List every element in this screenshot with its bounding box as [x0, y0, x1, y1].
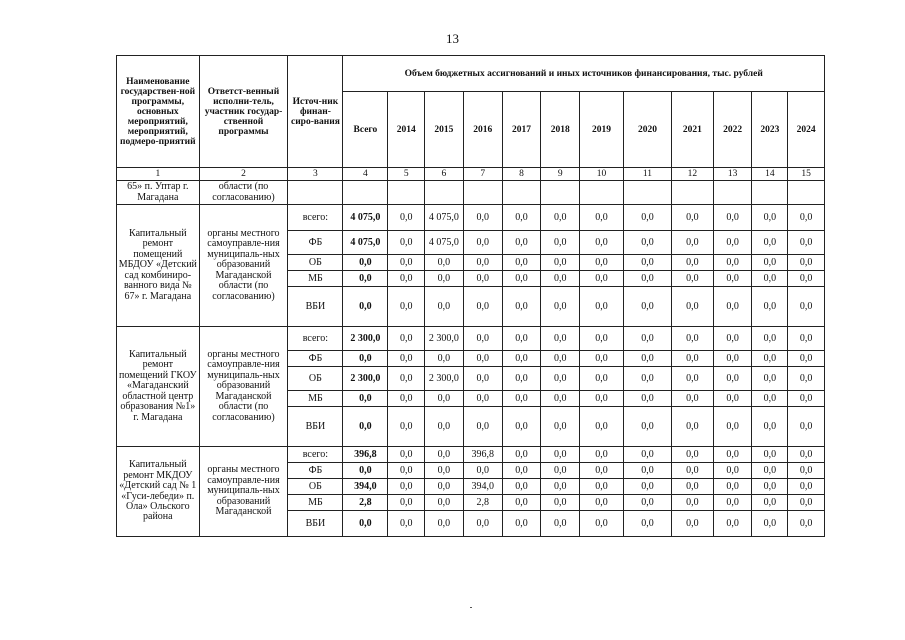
year-value-2022: 0,0 — [713, 327, 752, 351]
total-value: 0,0 — [343, 391, 388, 407]
year-value-2014: 0,0 — [388, 495, 425, 511]
year-value-2016: 2,8 — [463, 495, 502, 511]
year-value-2015: 0,0 — [425, 391, 464, 407]
year-value-2018: 0,0 — [541, 367, 580, 391]
column-number: 9 — [541, 168, 580, 181]
year-value-2019: 0,0 — [580, 391, 624, 407]
year-value-2023: 0,0 — [752, 271, 788, 287]
year-value-2021: 0,0 — [671, 391, 713, 407]
year-value-2018: 0,0 — [541, 407, 580, 447]
year-value-2017: 0,0 — [502, 287, 541, 327]
year-value-2014: 0,0 — [388, 391, 425, 407]
year-value-2021: 0,0 — [671, 447, 713, 463]
year-value-2017: 0,0 — [502, 231, 541, 255]
year-value-2016: 0,0 — [463, 255, 502, 271]
year-value-2018: 0,0 — [541, 271, 580, 287]
funding-source: ФБ — [288, 463, 343, 479]
year-value-2019: 0,0 — [580, 463, 624, 479]
year-value-2016: 0,0 — [463, 351, 502, 367]
year-value-2020: 0,0 — [623, 367, 671, 391]
year-value-2018: 0,0 — [541, 327, 580, 351]
funding-source: ОБ — [288, 479, 343, 495]
year-value-2015: 4 075,0 — [425, 205, 464, 231]
year-value-2021: 0,0 — [671, 255, 713, 271]
year-value-2017: 0,0 — [502, 351, 541, 367]
year-value-2015: 0,0 — [425, 351, 464, 367]
year-value-2023: 0,0 — [752, 511, 788, 537]
year-value-2021: 0,0 — [671, 463, 713, 479]
year-value-2016: 394,0 — [463, 479, 502, 495]
column-number: 2 — [199, 168, 288, 181]
year-value-2021: 0,0 — [671, 271, 713, 287]
year-value-2022: 0,0 — [713, 205, 752, 231]
year-value-2023: 0,0 — [752, 327, 788, 351]
year-value-2020: 0,0 — [623, 327, 671, 351]
column-number: 10 — [580, 168, 624, 181]
year-value-2020: 0,0 — [623, 351, 671, 367]
total-value: 4 075,0 — [343, 231, 388, 255]
year-value-2020: 0,0 — [623, 447, 671, 463]
year-value-2019: 0,0 — [580, 351, 624, 367]
year-value-2018: 0,0 — [541, 447, 580, 463]
header-year-2020: 2020 — [623, 92, 671, 168]
year-value-2022: 0,0 — [713, 231, 752, 255]
year-value-2014: 0,0 — [388, 351, 425, 367]
total-value: 4 075,0 — [343, 205, 388, 231]
column-number: 7 — [463, 168, 502, 181]
year-value-2024: 0,0 — [788, 463, 825, 479]
header-year-2017: 2017 — [502, 92, 541, 168]
year-value-2023: 0,0 — [752, 407, 788, 447]
year-value-2021: 0,0 — [671, 495, 713, 511]
year-value-2019: 0,0 — [580, 327, 624, 351]
funding-source: ОБ — [288, 255, 343, 271]
column-number: 14 — [752, 168, 788, 181]
funding-source: ВБИ — [288, 407, 343, 447]
year-value-2021: 0,0 — [671, 351, 713, 367]
year-value-2016: 396,8 — [463, 447, 502, 463]
year-value-2020: 0,0 — [623, 495, 671, 511]
year-value-2024: 0,0 — [788, 391, 825, 407]
year-value-2014: 0,0 — [388, 367, 425, 391]
year-value-2018: 0,0 — [541, 479, 580, 495]
total-value: 2 300,0 — [343, 367, 388, 391]
column-number: 11 — [623, 168, 671, 181]
year-value-2014: 0,0 — [388, 255, 425, 271]
page-number: 13 — [446, 31, 459, 46]
year-value-2016: 0,0 — [463, 231, 502, 255]
year-value-2024: 0,0 — [788, 447, 825, 463]
year-value-2014: 0,0 — [388, 511, 425, 537]
total-value: 0,0 — [343, 407, 388, 447]
year-value-2020: 0,0 — [623, 231, 671, 255]
year-value-2017: 0,0 — [502, 367, 541, 391]
year-value-2015: 0,0 — [425, 447, 464, 463]
year-value-2022: 0,0 — [713, 463, 752, 479]
year-value-2024: 0,0 — [788, 367, 825, 391]
year-value-2024: 0,0 — [788, 255, 825, 271]
year-value-2014: 0,0 — [388, 327, 425, 351]
year-value-2024: 0,0 — [788, 511, 825, 537]
year-value-2022: 0,0 — [713, 391, 752, 407]
year-value-2014: 0,0 — [388, 479, 425, 495]
year-value-2015: 0,0 — [425, 287, 464, 327]
responsible-party: органы местного самоуправле-ния муниципаль-ных образований Магаданской — [199, 447, 288, 537]
year-value-2019: 0,0 — [580, 231, 624, 255]
year-value-2023: 0,0 — [752, 447, 788, 463]
column-number: 15 — [788, 168, 825, 181]
year-value-2014: 0,0 — [388, 287, 425, 327]
funding-source: всего: — [288, 205, 343, 231]
budget-table — [116, 55, 825, 537]
continuation-responsible: области (по согласованию) — [199, 181, 288, 205]
total-value: 0,0 — [343, 511, 388, 537]
year-value-2023: 0,0 — [752, 287, 788, 327]
funding-source: МБ — [288, 495, 343, 511]
year-value-2018: 0,0 — [541, 351, 580, 367]
year-value-2021: 0,0 — [671, 231, 713, 255]
column-number: 3 — [288, 168, 343, 181]
year-value-2022: 0,0 — [713, 271, 752, 287]
table-row — [117, 447, 825, 463]
year-value-2024: 0,0 — [788, 231, 825, 255]
year-value-2017: 0,0 — [502, 511, 541, 537]
year-value-2016: 0,0 — [463, 391, 502, 407]
header-year-2014: 2014 — [388, 92, 425, 168]
funding-source: ФБ — [288, 231, 343, 255]
year-value-2024: 0,0 — [788, 495, 825, 511]
year-value-2019: 0,0 — [580, 271, 624, 287]
year-value-2015: 0,0 — [425, 511, 464, 537]
funding-source: ВБИ — [288, 287, 343, 327]
header-funding-source: Источ-ник финан-сиро-вания — [288, 56, 343, 168]
year-value-2015: 0,0 — [425, 271, 464, 287]
year-value-2023: 0,0 — [752, 495, 788, 511]
year-value-2015: 0,0 — [425, 255, 464, 271]
header-year-2019: 2019 — [580, 92, 624, 168]
year-value-2021: 0,0 — [671, 511, 713, 537]
year-value-2016: 0,0 — [463, 463, 502, 479]
total-value: 2 300,0 — [343, 327, 388, 351]
total-value: 0,0 — [343, 287, 388, 327]
year-value-2015: 0,0 — [425, 407, 464, 447]
funding-source: всего: — [288, 327, 343, 351]
header-year-2023: 2023 — [752, 92, 788, 168]
year-value-2017: 0,0 — [502, 407, 541, 447]
year-value-2020: 0,0 — [623, 479, 671, 495]
column-number: 5 — [388, 168, 425, 181]
header-responsible: Ответст-венный исполни-тель, участник государ-ственной программы — [199, 56, 288, 168]
header-year-2024: 2024 — [788, 92, 825, 168]
year-value-2022: 0,0 — [713, 367, 752, 391]
total-value: 0,0 — [343, 463, 388, 479]
table-row — [117, 205, 825, 231]
year-value-2023: 0,0 — [752, 479, 788, 495]
year-value-2023: 0,0 — [752, 391, 788, 407]
year-value-2014: 0,0 — [388, 407, 425, 447]
year-value-2024: 0,0 — [788, 287, 825, 327]
scan-mark — [470, 607, 472, 608]
year-value-2016: 0,0 — [463, 327, 502, 351]
year-value-2019: 0,0 — [580, 407, 624, 447]
year-value-2018: 0,0 — [541, 511, 580, 537]
year-value-2015: 0,0 — [425, 495, 464, 511]
year-value-2018: 0,0 — [541, 231, 580, 255]
header-year-2015: 2015 — [425, 92, 464, 168]
year-value-2024: 0,0 — [788, 351, 825, 367]
year-value-2019: 0,0 — [580, 479, 624, 495]
year-value-2016: 0,0 — [463, 287, 502, 327]
year-value-2014: 0,0 — [388, 231, 425, 255]
year-value-2016: 0,0 — [463, 407, 502, 447]
year-value-2017: 0,0 — [502, 495, 541, 511]
activity-name: Капитальный ремонт помещений ГКОУ «Магаданский областной центр образования №1» г. Магадана — [117, 327, 200, 447]
year-value-2020: 0,0 — [623, 463, 671, 479]
header-total: Всего — [343, 92, 388, 168]
year-value-2024: 0,0 — [788, 271, 825, 287]
year-value-2021: 0,0 — [671, 287, 713, 327]
year-value-2022: 0,0 — [713, 495, 752, 511]
year-value-2024: 0,0 — [788, 407, 825, 447]
funding-source: МБ — [288, 391, 343, 407]
activity-name: Капитальный ремонт МКДОУ «Детский сад № 1 «Гуси-лебеди» п. Ола» Ольского района — [117, 447, 200, 537]
year-value-2020: 0,0 — [623, 391, 671, 407]
header-year-2016: 2016 — [463, 92, 502, 168]
year-value-2019: 0,0 — [580, 511, 624, 537]
year-value-2022: 0,0 — [713, 287, 752, 327]
year-value-2015: 2 300,0 — [425, 367, 464, 391]
year-value-2018: 0,0 — [541, 255, 580, 271]
funding-source: МБ — [288, 271, 343, 287]
year-value-2019: 0,0 — [580, 367, 624, 391]
year-value-2017: 0,0 — [502, 205, 541, 231]
year-value-2018: 0,0 — [541, 205, 580, 231]
table-row — [117, 327, 825, 351]
column-number: 1 — [117, 168, 200, 181]
year-value-2021: 0,0 — [671, 205, 713, 231]
year-value-2023: 0,0 — [752, 255, 788, 271]
year-value-2023: 0,0 — [752, 463, 788, 479]
column-number: 8 — [502, 168, 541, 181]
funding-source: ФБ — [288, 351, 343, 367]
header-program-name: Наименование государствен-ной программы, основных мероприятий, мероприятий, подмеро-приятий — [117, 56, 200, 168]
year-value-2020: 0,0 — [623, 407, 671, 447]
header-budget-volume: Объем бюджетных ассигнований и иных источников финансирования, тыс. рублей — [343, 56, 825, 92]
total-value: 0,0 — [343, 255, 388, 271]
year-value-2023: 0,0 — [752, 231, 788, 255]
year-value-2017: 0,0 — [502, 391, 541, 407]
year-value-2014: 0,0 — [388, 271, 425, 287]
year-value-2016: 0,0 — [463, 511, 502, 537]
year-value-2022: 0,0 — [713, 447, 752, 463]
year-value-2020: 0,0 — [623, 511, 671, 537]
year-value-2015: 0,0 — [425, 479, 464, 495]
year-value-2022: 0,0 — [713, 479, 752, 495]
year-value-2016: 0,0 — [463, 205, 502, 231]
total-value: 2,8 — [343, 495, 388, 511]
year-value-2017: 0,0 — [502, 327, 541, 351]
column-number: 6 — [425, 168, 464, 181]
year-value-2019: 0,0 — [580, 205, 624, 231]
total-value: 394,0 — [343, 479, 388, 495]
year-value-2020: 0,0 — [623, 287, 671, 327]
year-value-2014: 0,0 — [388, 447, 425, 463]
year-value-2022: 0,0 — [713, 407, 752, 447]
year-value-2021: 0,0 — [671, 367, 713, 391]
year-value-2023: 0,0 — [752, 367, 788, 391]
year-value-2020: 0,0 — [623, 255, 671, 271]
year-value-2023: 0,0 — [752, 351, 788, 367]
year-value-2014: 0,0 — [388, 205, 425, 231]
activity-name: Капитальный ремонт помещений МБДОУ «Детский сад комбиниро-ванного вида № 67» г. Магадана — [117, 205, 200, 327]
year-value-2018: 0,0 — [541, 287, 580, 327]
year-value-2018: 0,0 — [541, 495, 580, 511]
column-number: 4 — [343, 168, 388, 181]
year-value-2017: 0,0 — [502, 255, 541, 271]
year-value-2023: 0,0 — [752, 205, 788, 231]
responsible-party: органы местного самоуправле-ния муниципаль-ных образований Магаданской области (по согласованию) — [199, 327, 288, 447]
year-value-2022: 0,0 — [713, 255, 752, 271]
year-value-2021: 0,0 — [671, 327, 713, 351]
year-value-2015: 4 075,0 — [425, 231, 464, 255]
year-value-2024: 0,0 — [788, 327, 825, 351]
total-value: 0,0 — [343, 271, 388, 287]
year-value-2019: 0,0 — [580, 287, 624, 327]
year-value-2017: 0,0 — [502, 447, 541, 463]
year-value-2016: 0,0 — [463, 271, 502, 287]
year-value-2019: 0,0 — [580, 447, 624, 463]
column-number: 12 — [671, 168, 713, 181]
header-year-2021: 2021 — [671, 92, 713, 168]
responsible-party: органы местного самоуправле-ния муниципаль-ных образований Магаданской области (по согласованию) — [199, 205, 288, 327]
year-value-2019: 0,0 — [580, 495, 624, 511]
year-value-2017: 0,0 — [502, 463, 541, 479]
year-value-2019: 0,0 — [580, 255, 624, 271]
year-value-2014: 0,0 — [388, 463, 425, 479]
year-value-2017: 0,0 — [502, 479, 541, 495]
year-value-2015: 0,0 — [425, 463, 464, 479]
year-value-2015: 2 300,0 — [425, 327, 464, 351]
year-value-2022: 0,0 — [713, 351, 752, 367]
year-value-2024: 0,0 — [788, 205, 825, 231]
header-year-2018: 2018 — [541, 92, 580, 168]
total-value: 0,0 — [343, 351, 388, 367]
year-value-2021: 0,0 — [671, 479, 713, 495]
year-value-2024: 0,0 — [788, 479, 825, 495]
funding-source: ВБИ — [288, 511, 343, 537]
year-value-2016: 0,0 — [463, 367, 502, 391]
header-year-2022: 2022 — [713, 92, 752, 168]
continuation-name: 65» п. Уптар г. Магадана — [117, 181, 200, 205]
funding-source: ОБ — [288, 367, 343, 391]
year-value-2020: 0,0 — [623, 205, 671, 231]
total-value: 396,8 — [343, 447, 388, 463]
funding-source: всего: — [288, 447, 343, 463]
year-value-2018: 0,0 — [541, 391, 580, 407]
year-value-2017: 0,0 — [502, 271, 541, 287]
column-number: 13 — [713, 168, 752, 181]
year-value-2021: 0,0 — [671, 407, 713, 447]
year-value-2020: 0,0 — [623, 271, 671, 287]
year-value-2018: 0,0 — [541, 463, 580, 479]
year-value-2022: 0,0 — [713, 511, 752, 537]
